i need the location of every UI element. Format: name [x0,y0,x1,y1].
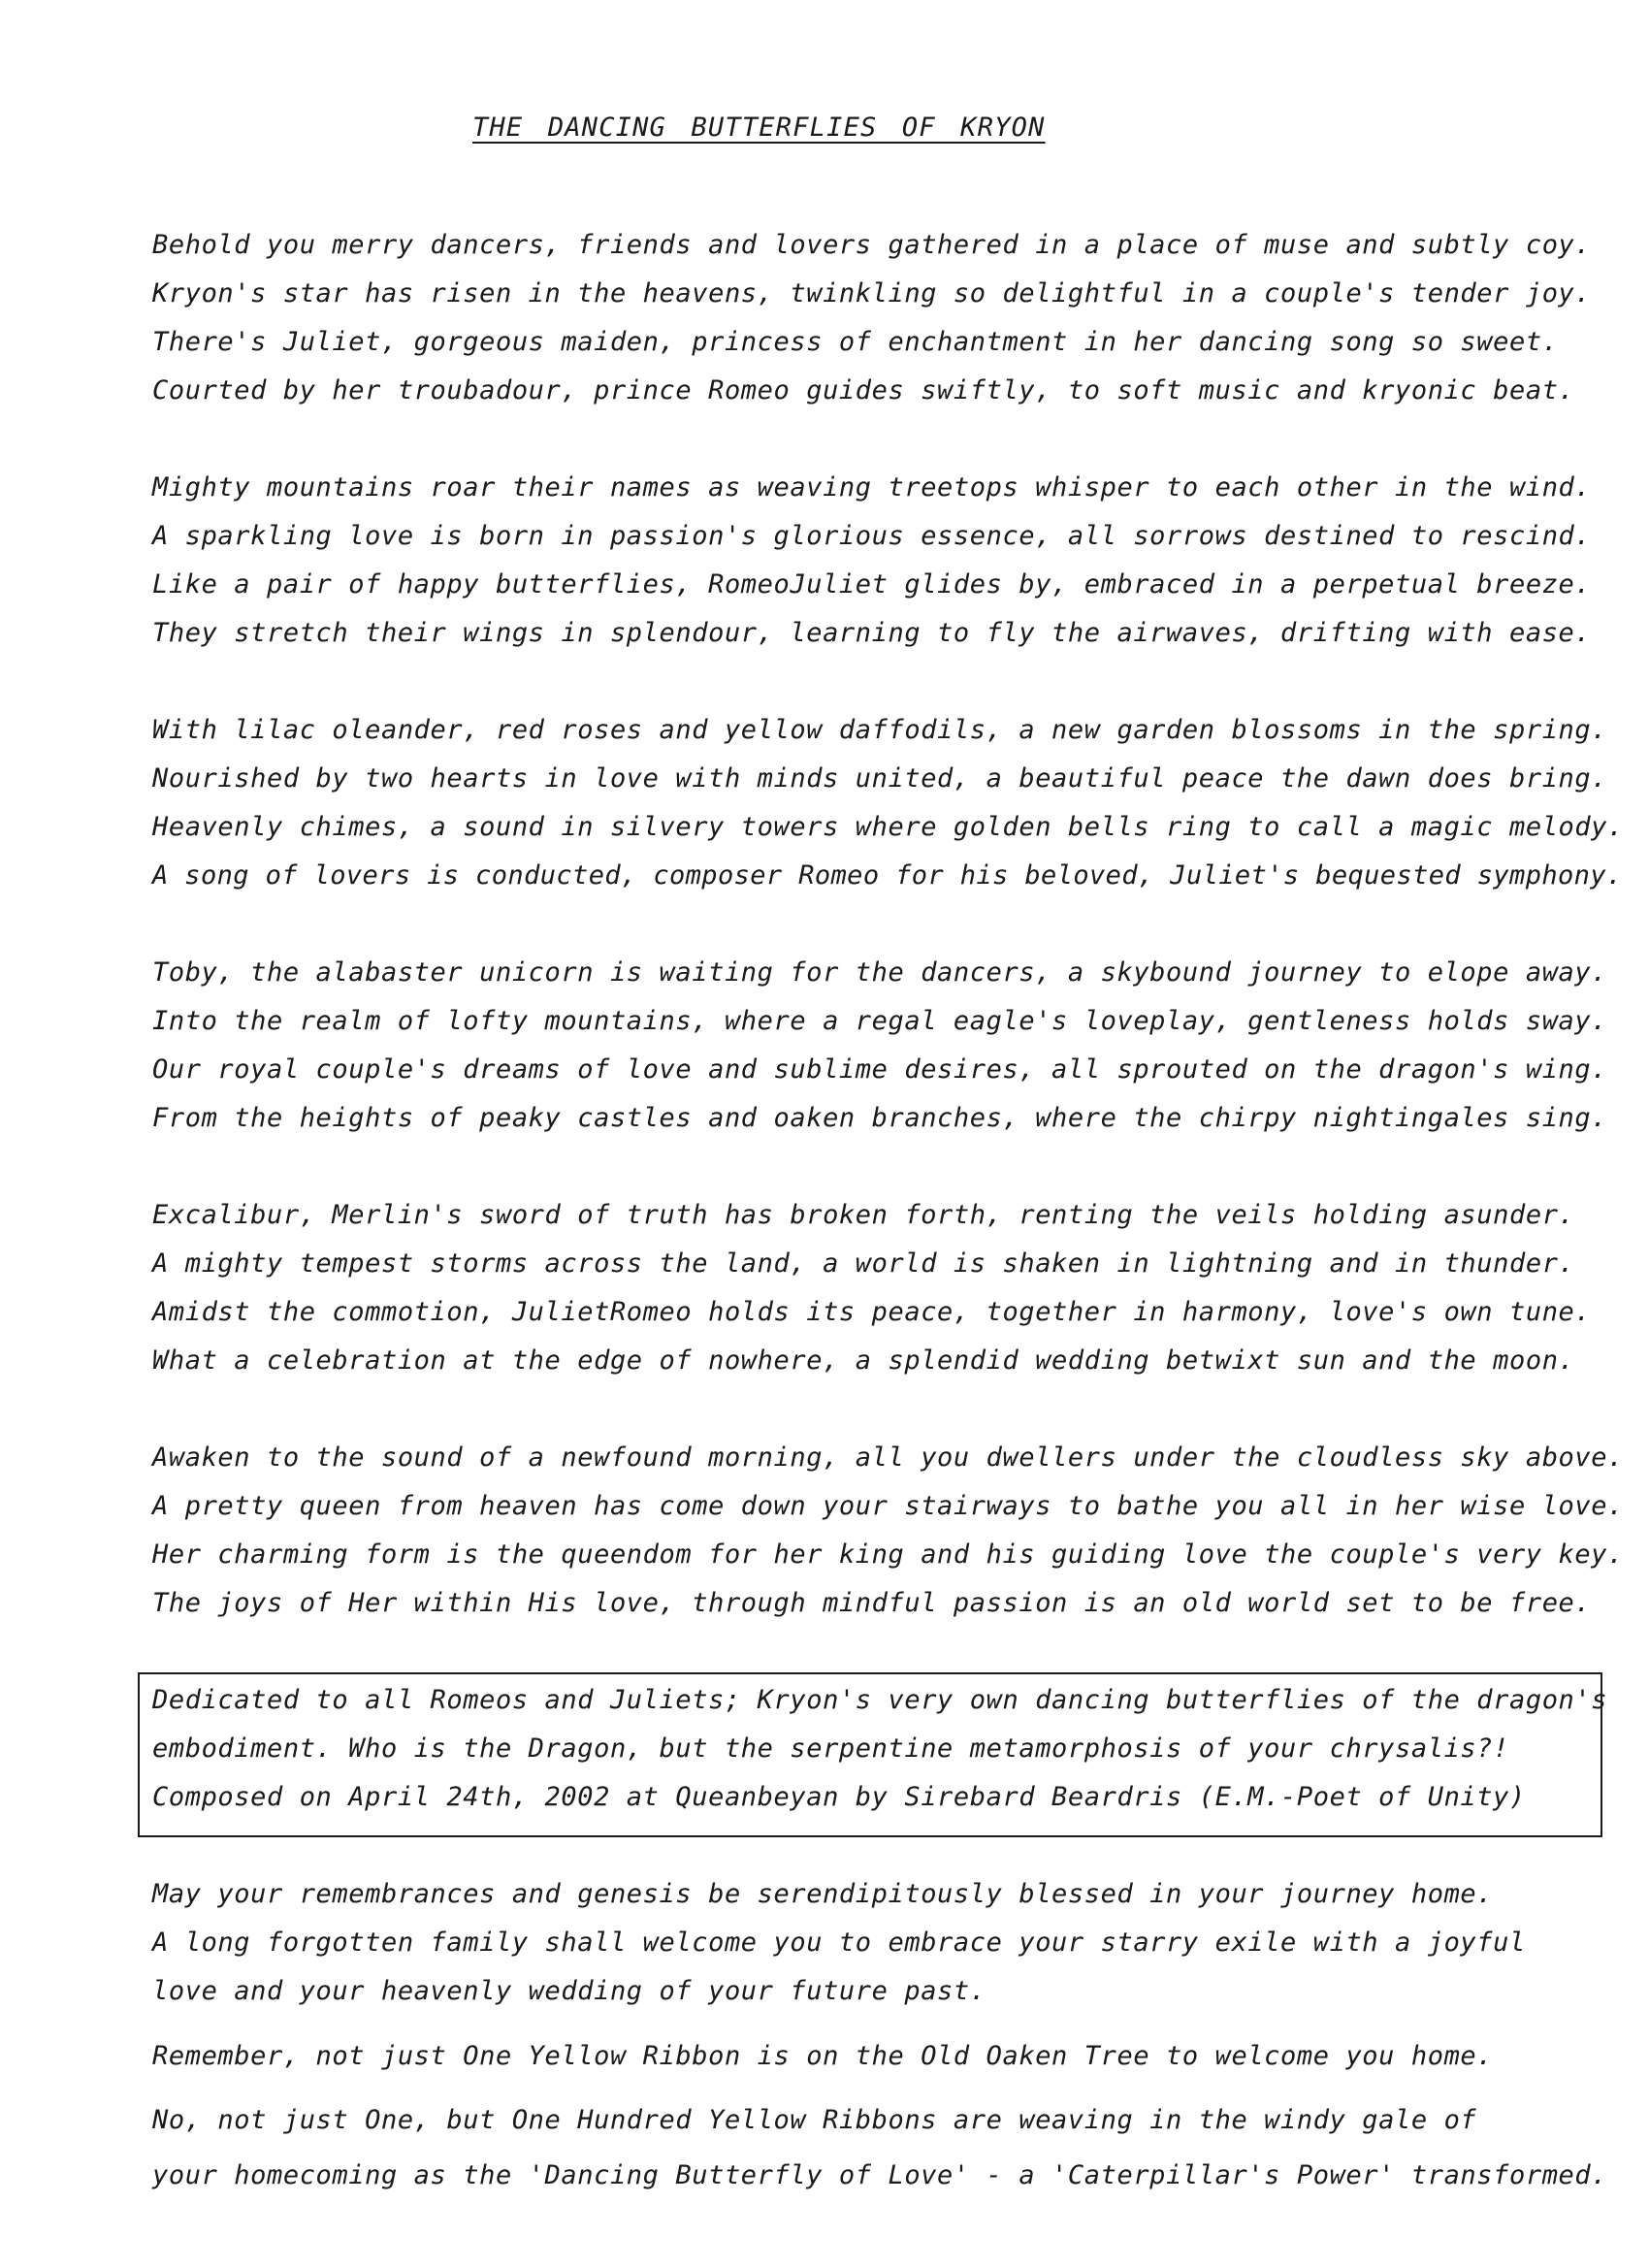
closing-line: your homecoming as the 'Dancing Butterfly of Love' - a 'Caterpillar's Power' transformed. [152,2160,1608,2190]
closing-line: love and your heavenly wedding of your future past. [152,1976,986,2006]
poem-line: Heavenly chimes, a sound in silvery towers where golden bells ring to call a magic melody. [152,812,1624,842]
poem-line: Nourished by two hearts in love with minds united, a beautiful peace the dawn does bring. [152,763,1608,794]
closing-line: Remember, not just One Yellow Ribbon is on the Old Oaken Tree to welcome you home. [152,2041,1494,2071]
poem-line: Mighty mountains roar their names as weaving treetops whisper to each other in the wind. [152,472,1592,502]
poem-line: Kryon's star has risen in the heavens, twinkling so delightful in a couple's tender joy. [152,278,1592,308]
poem-line: A sparkling love is born in passion's glorious essence, all sorrows destined to rescind. [152,521,1592,551]
poem-line: What a celebration at the edge of nowhere, a splendid wedding betwixt sun and the moon. [152,1345,1575,1376]
poem-line: There's Juliet, gorgeous maiden, princess of enchantment in her dancing song so sweet. [152,327,1559,357]
poem-line: Excalibur, Merlin's sword of truth has broken forth, renting the veils holding asunder. [152,1200,1575,1230]
dedication-line: Composed on April 24th, 2002 at Queanbeyan by Sirebard Beardris (E.M.-Poet of Unity) [152,1782,1526,1812]
dedication-line: Dedicated to all Romeos and Juliets; Kryon's very own dancing butterflies of the dragon's [152,1685,1608,1715]
poem-line: A song of lovers is conducted, composer Romeo for his beloved, Juliet's bequested symphony. [152,860,1623,891]
closing-line: May your remembrances and genesis be serendipitously blessed in your journey home. [152,1879,1494,1909]
dedication-line: embodiment. Who is the Dragon, but the serpentine metamorphosis of your chrysalis?! [152,1733,1509,1764]
poem-line: Our royal couple's dreams of love and sublime desires, all sprouted on the dragon's wing. [152,1054,1608,1085]
poem-line: Behold you merry dancers, friends and lovers gathered in a place of muse and subtly coy. [152,230,1592,260]
poem-line: A pretty queen from heaven has come down your stairways to bathe you all in her wise love. [152,1491,1624,1521]
poem-line: With lilac oleander, red roses and yellow daffodils, a new garden blossoms in the spring. [152,715,1608,745]
poem-line: Amidst the commotion, JulietRomeo holds its peace, together in harmony, love's own tune. [152,1297,1592,1327]
poem-line: A mighty tempest storms across the land, a world is shaken in lightning and in thunder. [152,1248,1575,1279]
poem-line: Into the realm of lofty mountains, where a regal eagle's loveplay, gentleness holds sway. [152,1006,1608,1036]
poem-line: Her charming form is the queendom for her king and his guiding love the couple's very key. [152,1539,1624,1570]
closing-line: A long forgotten family shall welcome you to embrace your starry exile with a joyful [152,1928,1526,1958]
poem-line: From the heights of peaky castles and oaken branches, where the chirpy nightingales sing. [152,1103,1608,1133]
poem-line: Like a pair of happy butterflies, RomeoJuliet glides by, embraced in a perpetual breeze. [152,569,1592,599]
poem-line: They stretch their wings in splendour, learning to fly the airwaves, drifting with ease. [152,618,1592,648]
poem-line: The joys of Her within His love, through mindful passion is an old world set to be free. [152,1588,1592,1618]
poem-title: THE DANCING BUTTERFLIES OF KRYON [472,113,1046,143]
poem-line: Courted by her troubadour, prince Romeo guides swiftly, to soft music and kryonic beat. [152,375,1575,405]
closing-line: No, not just One, but One Hundred Yellow Ribbons are weaving in the windy gale of [152,2105,1477,2135]
poem-line: Toby, the alabaster unicorn is waiting for the dancers, a skybound journey to elope away. [152,957,1608,988]
poem-line: Awaken to the sound of a newfound morning, all you dwellers under the cloudless sky above. [152,1442,1624,1473]
